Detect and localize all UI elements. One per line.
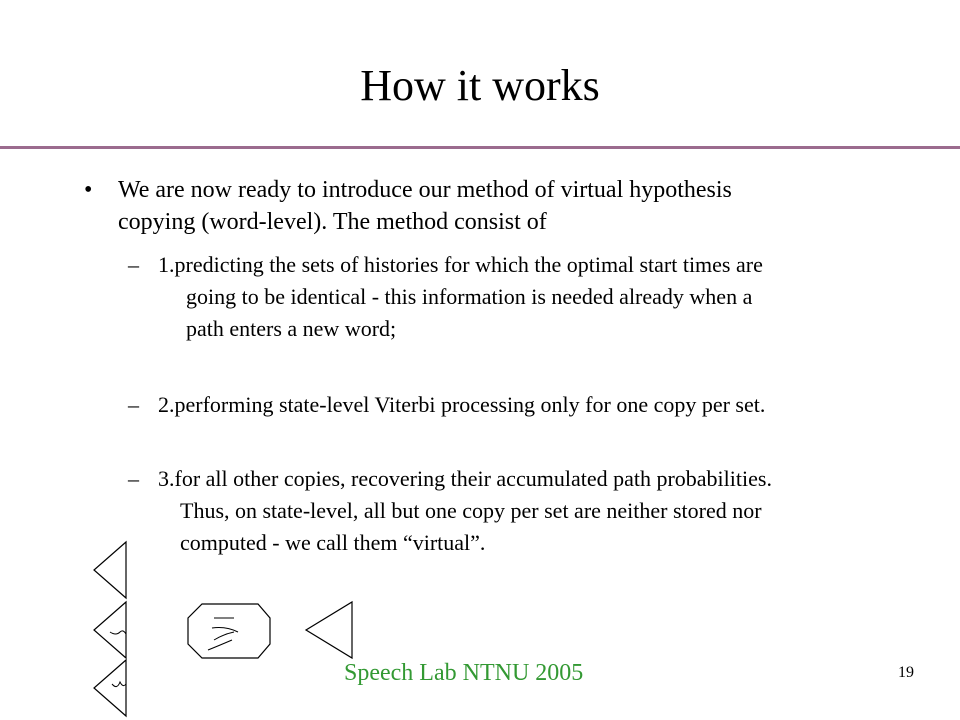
left-triangle-icon-right[interactable] — [306, 602, 352, 658]
left-triangle-icon-top[interactable] — [94, 542, 126, 598]
subitem-1-line-2: going to be identical - this information is needed already when a — [186, 284, 753, 309]
squiggle-icon-bottom — [112, 682, 126, 687]
bullet-text-line-1: We are now ready to introduce our method of virtual hypothesis — [118, 177, 732, 203]
home-octagon-icon[interactable] — [188, 604, 270, 658]
subitem-3-dash: – — [128, 466, 139, 491]
scribble-icon — [208, 618, 238, 650]
subitem-1-line-3: path enters a new word; — [186, 316, 397, 341]
subitem-1-line-1: 1.predicting the sets of histories for which the optimal start times are — [158, 252, 763, 277]
subitem-1-dash: – — [128, 252, 139, 277]
squiggle-icon-middle — [110, 631, 126, 634]
subitem-3-line-1: 3.for all other copies, recovering their accumulated path probabilities. — [158, 466, 772, 491]
slide-title: How it works — [360, 61, 600, 110]
subitem-2-dash: – — [128, 392, 139, 417]
slide-footer: Speech Lab NTNU 2005 — [344, 660, 584, 686]
left-triangle-icon-middle[interactable] — [94, 602, 126, 658]
page-number: 19 — [898, 664, 914, 681]
subitem-3-line-3: computed - we call them “virtual”. — [180, 530, 486, 555]
left-triangle-icon-bottom[interactable] — [94, 660, 126, 716]
bullet-text-line-2: copying (word-level). The method consist of — [118, 209, 547, 235]
subitem-3-line-2: Thus, on state-level, all but one copy per set are neither stored nor — [180, 498, 762, 523]
bullet-symbol: • — [84, 177, 93, 203]
subitem-2-line-1: 2.performing state-level Viterbi processing only for one copy per set. — [158, 392, 766, 417]
